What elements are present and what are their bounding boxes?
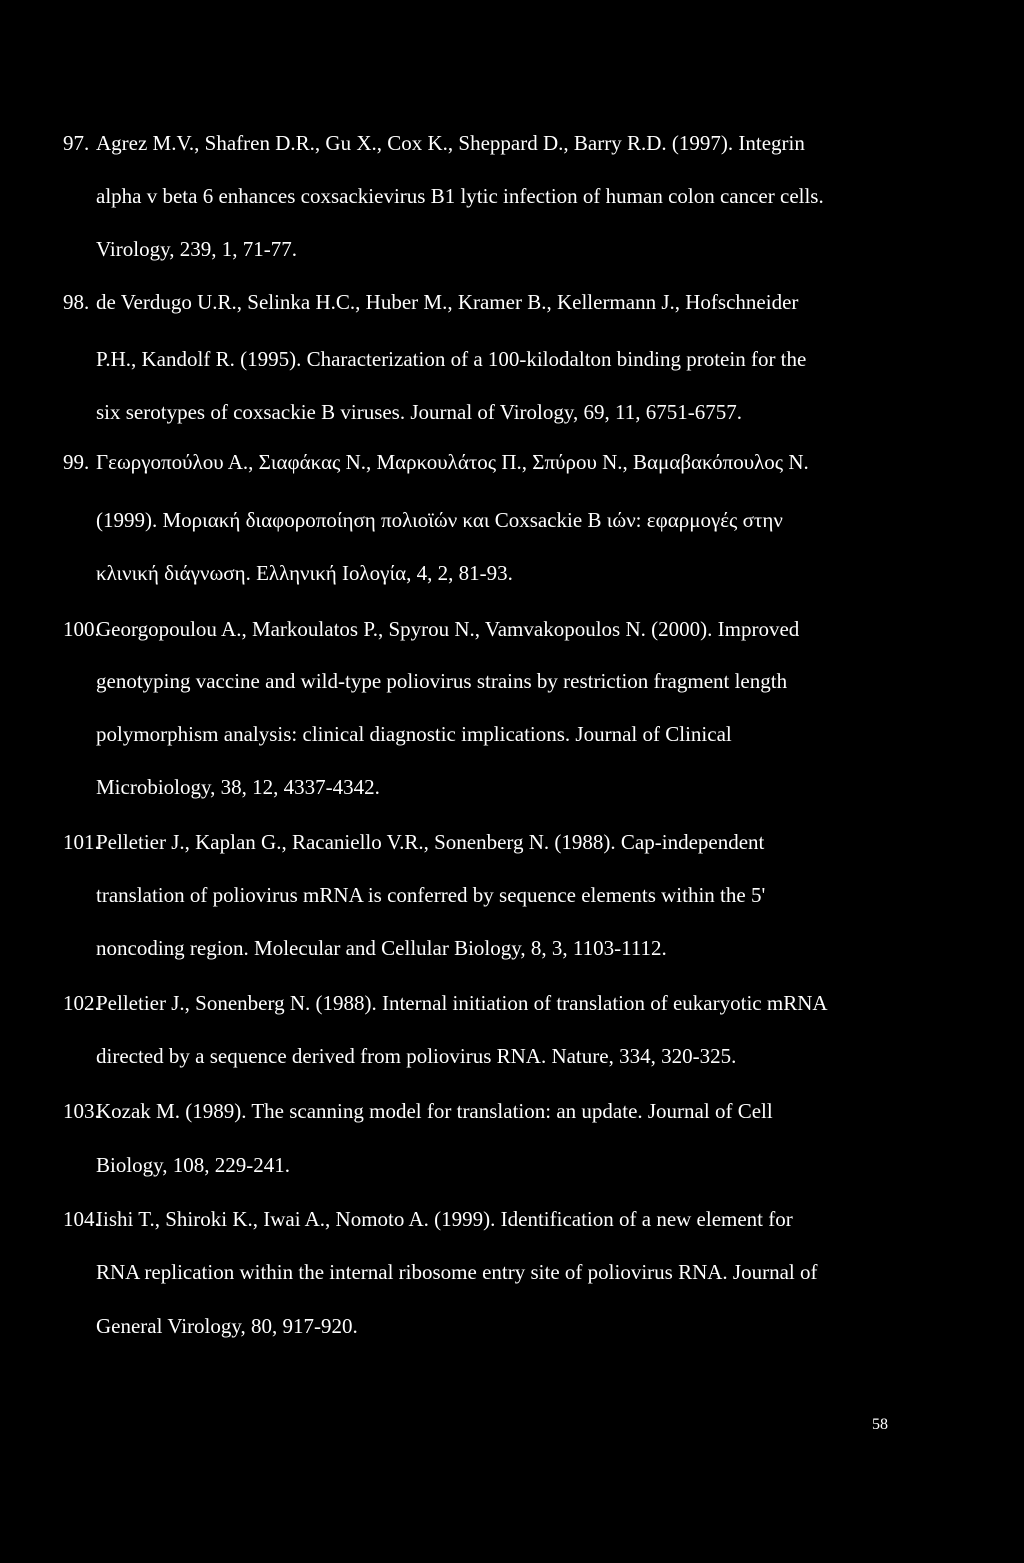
reference-line: noncoding region. Molecular and Cellular Biology, 8, 3, 1103-1112. — [96, 936, 667, 960]
reference-number: 102. — [63, 991, 100, 1015]
reference-line: Agrez M.V., Shafren D.R., Gu X., Cox K., Sheppard D., Barry R.D. (1997). Integrin — [96, 131, 805, 155]
reference-line: genotyping vaccine and wild-type poliovirus strains by restriction fragment length — [96, 669, 788, 693]
reference-line: Microbiology, 38, 12, 4337-4342. — [96, 775, 380, 799]
reference-line: Georgopoulou A., Markoulatos P., Spyrou N., Vamvakopoulos N. (2000). Improved — [96, 617, 800, 641]
reference-line: translation of poliovirus mRNA is conferred by sequence elements within the 5' — [96, 883, 766, 907]
reference-line: Biology, 108, 229-241. — [96, 1153, 291, 1177]
reference-line: RNA replication within the internal ribosome entry site of poliovirus RNA. Journal of — [96, 1260, 818, 1284]
reference-number: 101. — [63, 830, 100, 854]
reference-line: Γεωργοπούλου Α., Σιαφάκας Ν., Μαρκουλάτος Π., Σπύρου Ν., Βαμαβακόπουλος Ν. — [96, 450, 809, 474]
reference-line: Kozak M. (1989). The scanning model for translation: an update. Journal of Cell — [96, 1099, 773, 1123]
reference-line: polymorphism analysis: clinical diagnostic implications. Journal of Clinical — [96, 722, 732, 746]
page-number: 58 — [872, 1416, 888, 1433]
reference-line: General Virology, 80, 917-920. — [96, 1314, 358, 1338]
reference-line: Iishi T., Shiroki K., Iwai A., Nomoto A. (1999). Identification of a new element for — [96, 1207, 793, 1231]
reference-line: Pelletier J., Kaplan G., Racaniello V.R., Sonenberg N. (1988). Cap-independent — [96, 830, 765, 854]
reference-number: 99. — [63, 450, 90, 474]
reference-number: 103. — [63, 1099, 100, 1123]
reference-number: 97. — [63, 131, 90, 155]
reference-line: (1999). Μοριακή διαφοροποίηση πολιοϊών και Coxsackie B ιών: εφαρμογές στην — [96, 508, 783, 532]
reference-line: Pelletier J., Sonenberg N. (1988). Internal initiation of translation of eukaryotic mRNA — [96, 991, 828, 1015]
reference-number: 98. — [63, 290, 90, 314]
reference-line: Virology, 239, 1, 71-77. — [96, 237, 297, 261]
reference-number: 104. — [63, 1207, 100, 1231]
reference-line: alpha v beta 6 enhances coxsackievirus B1 lytic infection of human colon cancer cells. — [96, 184, 824, 208]
reference-line: de Verdugo U.R., Selinka H.C., Huber M., Kramer B., Kellermann J., Hofschneider — [96, 290, 799, 314]
reference-line: six serotypes of coxsackie B viruses. Journal of Virology, 69, 11, 6751-6757. — [96, 400, 742, 424]
reference-line: directed by a sequence derived from poliovirus RNA. Nature, 334, 320-325. — [96, 1044, 737, 1068]
reference-line: P.H., Kandolf R. (1995). Characterization of a 100-kilodalton binding protein for the — [96, 347, 807, 371]
reference-number: 100. — [63, 617, 100, 641]
reference-line: κλινική διάγνωση. Ελληνική Ιολογία, 4, 2, 81-93. — [96, 561, 513, 585]
